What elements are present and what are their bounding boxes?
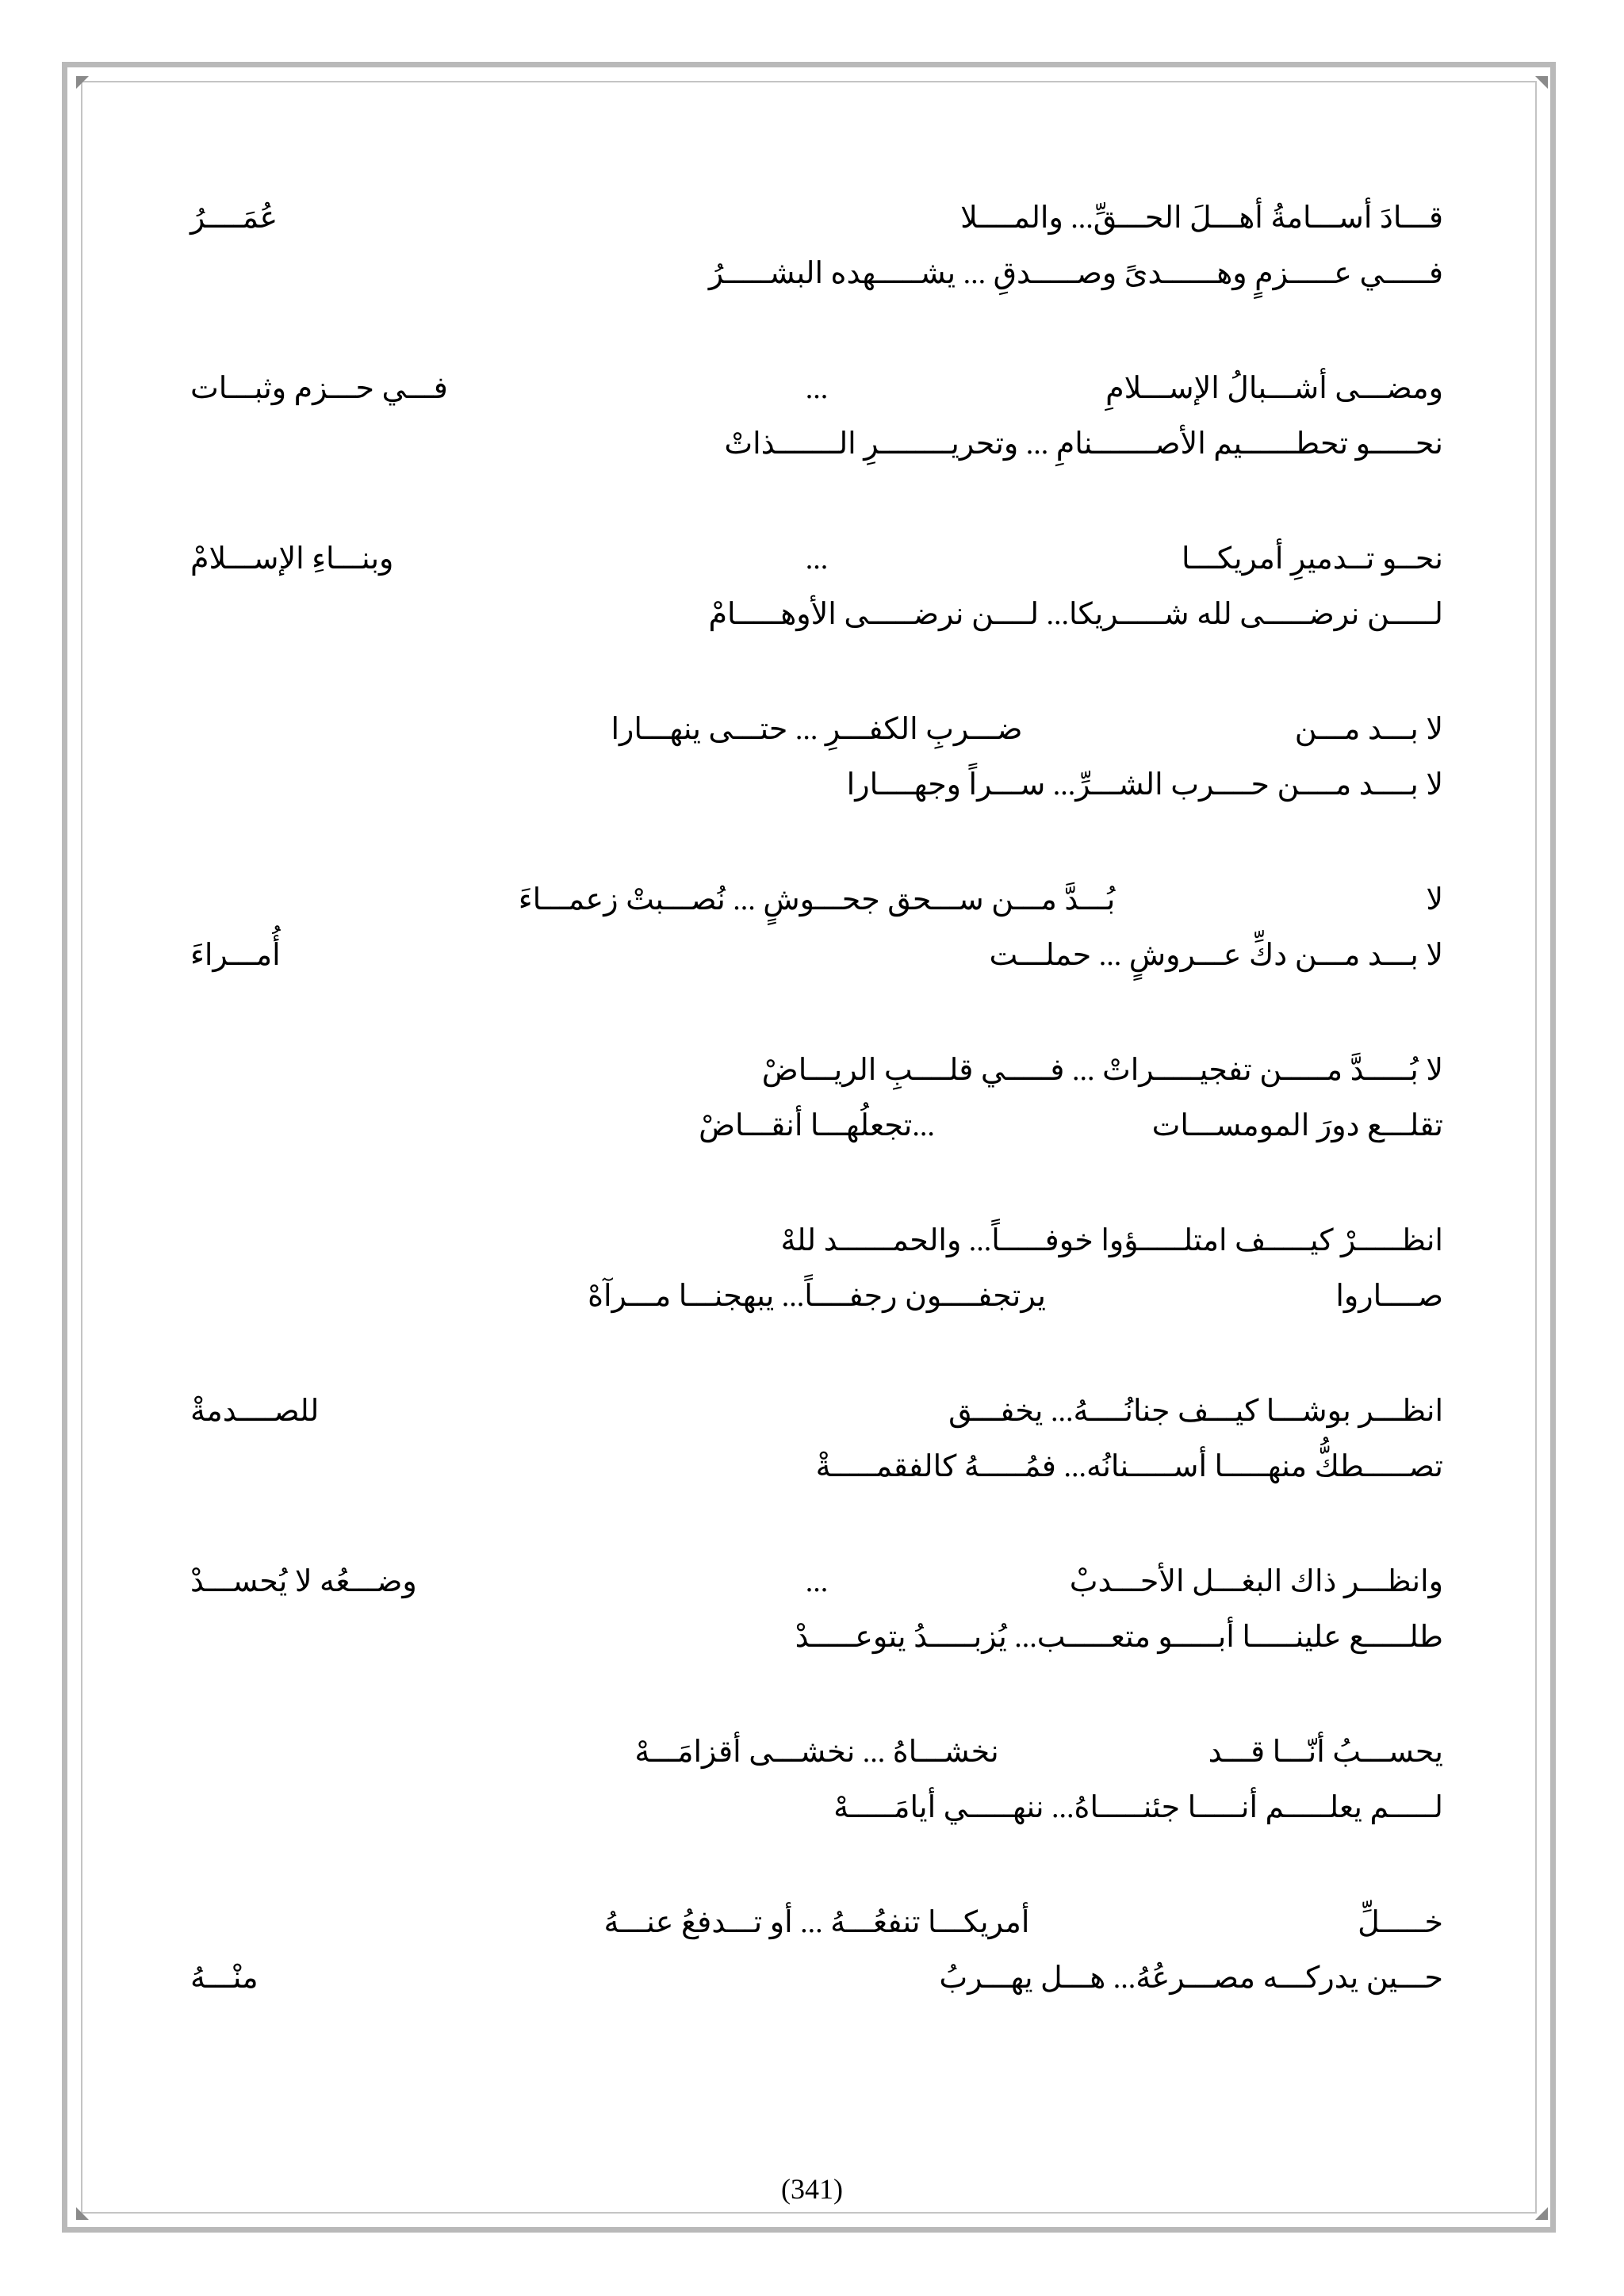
- verse-line: [190, 531, 1443, 587]
- stanza: [190, 1043, 1443, 1213]
- hemistich-left: فـــي حـــزم وثبـــات: [190, 372, 448, 405]
- stanza: [190, 1213, 1443, 1383]
- hemistich-right: نحـــــو تحطــــــيم الأصـــــــنامِ ... وتحريــــــــرِ الـــــــذاتْ: [724, 427, 1443, 461]
- stanza: [190, 1554, 1443, 1724]
- page-number: (341): [781, 2173, 843, 2205]
- stanza: [190, 1724, 1443, 1895]
- hemistich-mid: نخشـــاهُ ... نخشـــى أقزامَـــهْ: [634, 1735, 999, 1769]
- hemistich-right: تصـــــطكُّ منهـــــا أســـــنانُه... فمُـــــهُ كالفقمـــــةْ: [815, 1450, 1443, 1483]
- stanza: [190, 702, 1443, 872]
- stanza: [190, 1895, 1443, 2065]
- hemistich-right: صــــاروا: [1335, 1280, 1443, 1313]
- hemistich-right: وانظـــر ذاك البغـــل الأحـــدبْ: [1069, 1565, 1443, 1598]
- hemistich-mid: ضـــربِ الكفـــرِ ... حتـــى ينهـــارا: [611, 713, 1023, 746]
- hemistich-mid: ...: [805, 542, 829, 576]
- hemistich-right: لـــــن نرضـــــى لله شـــــريكا... لــــن نرضـــــى الأوهـــــامْ: [708, 598, 1443, 631]
- hemistich-mid: ...: [805, 1565, 829, 1598]
- stanza: [190, 872, 1443, 1043]
- hemistich-right: تقلـــع دورَ المومســـات: [1151, 1109, 1443, 1142]
- verse-line: [190, 587, 1443, 642]
- hemistich-right: لا بـــد مـــن دكِّ عـــروشٍ ... حملـــت: [989, 939, 1443, 972]
- corner-ornament-bottom-left: [76, 2207, 89, 2220]
- hemistich-right: قـــادَ أســـامةُ أهـــلَ الحـــقِّ... والمــــلا: [960, 201, 1443, 235]
- hemistich-left: عُمَــــرُ: [190, 201, 278, 235]
- poem-body: [190, 190, 1443, 2065]
- verse-line: [190, 1554, 1443, 1609]
- verse-line: [190, 1609, 1443, 1665]
- verse-line: [190, 872, 1443, 928]
- verse-line: [190, 1724, 1443, 1780]
- verse-line: [190, 1439, 1443, 1494]
- hemistich-left: وضـــعُه لا يُحســـدْ: [190, 1565, 417, 1598]
- verse-line: [190, 1098, 1443, 1154]
- hemistich-right: لا: [1426, 883, 1443, 916]
- verse-line: [190, 416, 1443, 472]
- stanza: [190, 190, 1443, 361]
- hemistich-left: للصــــدمةْ: [190, 1395, 320, 1428]
- hemistich-left: وبنـــاءِ الإســـلامْ: [190, 542, 394, 576]
- hemistich-left: أُمـــراءَ: [190, 939, 281, 972]
- verse-line: [190, 928, 1443, 983]
- verse-line: [190, 1950, 1443, 2006]
- hemistich-right: لا بـــد مـــن: [1294, 713, 1443, 746]
- corner-ornament-bottom-right: [1535, 2207, 1548, 2220]
- hemistich-mid: أمريكـــا تنفعُـــهُ ... أو تـــدفعُ عنـــهُ: [603, 1906, 1030, 1939]
- hemistich-left: منْـــهُ: [190, 1961, 259, 1995]
- verse-line: [190, 190, 1443, 246]
- hemistich-right: فـــــي عـــــزمٍ وهــــــدىً وصـــــدقِ ... يشـــــهده البشـــــرُ: [708, 257, 1443, 290]
- hemistich-mid: ...تجعلُهـــا أنقـــاضْ: [699, 1109, 935, 1142]
- stanza: [190, 1383, 1443, 1554]
- hemistich-right: انظـــــرْ كيـــــف امتلـــــؤوا خوفـــــاً... والحمــــــد للهْ: [780, 1224, 1443, 1257]
- verse-line: [190, 702, 1443, 757]
- stanza: [190, 531, 1443, 702]
- stanza: [190, 361, 1443, 531]
- hemistich-right: طلـــــع علينـــــا أبـــــو متعـــــب... يُزبـــــدُ يتوعـــــدْ: [795, 1621, 1443, 1654]
- hemistich-right: لـــــم يعلـــــم أنـــــا جئنـــــاهُ... ننهـــــي أيامَـــــهْ: [833, 1791, 1443, 1824]
- hemistich-right: نحــو تــدميرِ أمريكـــا: [1182, 542, 1443, 576]
- hemistich-mid: ...: [805, 372, 829, 405]
- corner-ornament-top-right: [1535, 76, 1548, 89]
- hemistich-mid: بُـــدَّ مـــن ســـحق جحـــوشٍ ... نُصـــبتْ زعمـــاءَ: [518, 883, 1116, 916]
- verse-line: [190, 1383, 1443, 1439]
- hemistich-right: خـــــلِّ: [1358, 1906, 1443, 1939]
- verse-line: [190, 361, 1443, 416]
- verse-line: [190, 1895, 1443, 1950]
- hemistich-right: لا بُـــــدَّ مـــــن تفجيـــــراتْ ... فـــــي قلــــبِ الريـــاضْ: [761, 1054, 1443, 1087]
- hemistich-right: انظـــر بوشـــا كيـــف جنانُــــهُ... يخفـــق: [948, 1395, 1443, 1428]
- verse-line: [190, 1269, 1443, 1324]
- verse-line: [190, 1780, 1443, 1835]
- verse-line: [190, 757, 1443, 813]
- hemistich-right: حـــين يدركـــه مصـــرعُهُ... هـــل يهـــربُ: [939, 1961, 1443, 1995]
- verse-line: [190, 246, 1443, 301]
- hemistich-right: يحســـبُ أنّـــا قـــد: [1208, 1735, 1443, 1769]
- verse-line: [190, 1043, 1443, 1098]
- hemistich-right: لا بــــد مــــن حــــرب الشـــرِّ... ســـراً وجهــــارا: [846, 768, 1443, 802]
- hemistich-mid: يرتجفــــون رجفــــاً... يبهجنـــا مـــرآهْ: [588, 1280, 1046, 1313]
- verse-line: [190, 1213, 1443, 1269]
- corner-ornament-top-left: [76, 76, 89, 89]
- hemistich-right: ومضـــى أشـــبالُ الإســـلامِ: [1105, 372, 1443, 405]
